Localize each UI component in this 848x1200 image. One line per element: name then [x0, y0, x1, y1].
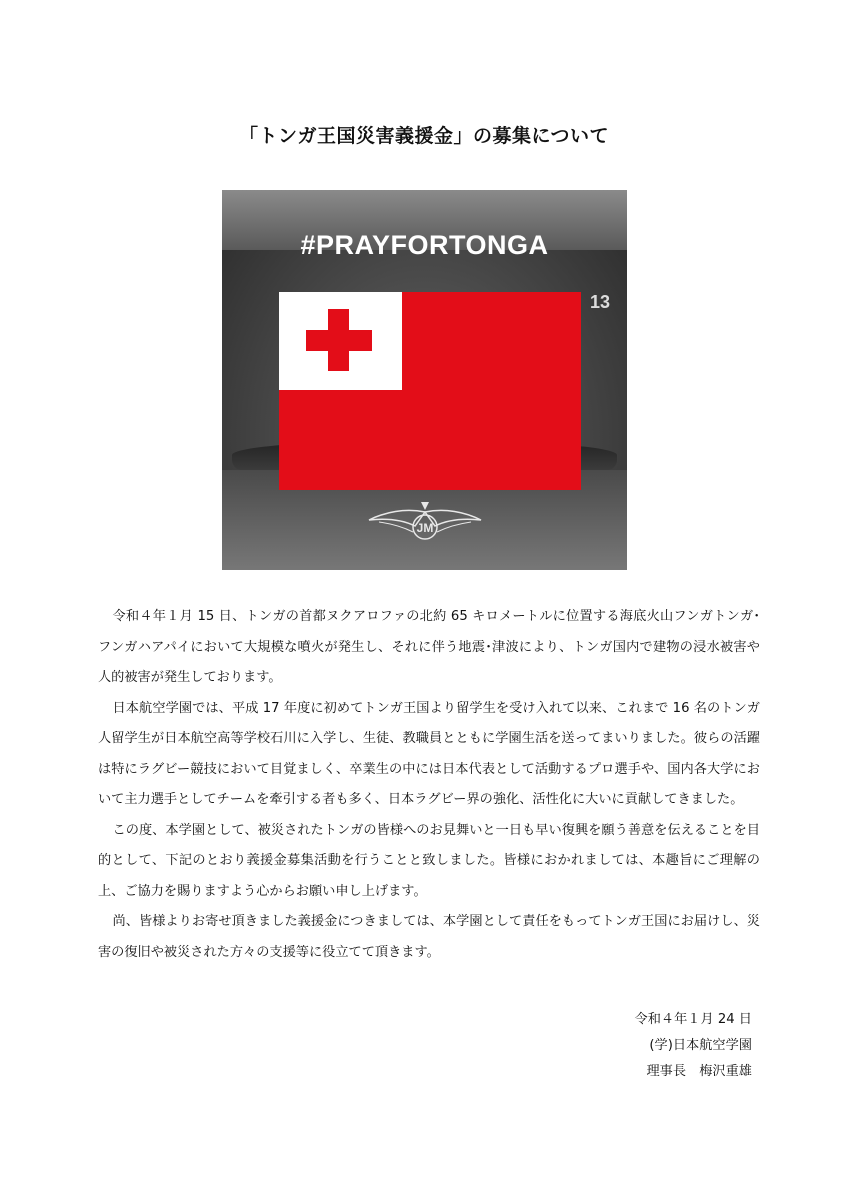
signature-organization: (学)日本航空学園: [649, 1038, 752, 1053]
paragraph-2: 日本航空学園では、平成 17 年度に初めてトンガ王国より留学生を受け入れて以来、これまで 16 名のトンガ人留学生が日本航空高等学校石川に入学し、生徒、教職員とともに学園生活を送ってまいりました。彼らの活躍は特にラグビー競技において目覚ましく、卒業生の中には日本代表として活動するプロ選手や、国内各大学において主力選手としてチームを牽引する者も多く、日本ラグビー界の強化、活性化に大いに貢献してきました。: [98, 700, 760, 807]
flag-canton: [279, 292, 402, 390]
signature-person: 理事長 梅沢重雄: [646, 1064, 752, 1079]
cross-icon-bar: [306, 330, 372, 351]
hashtag-text: #PRAYFORTONGA: [300, 230, 549, 260]
emblem-text: JM: [416, 521, 434, 535]
body-text: [98, 602, 760, 968]
paragraph-1: 令和４年１月 15 日、トンガの首都ヌクアロファの北約 65 キロメートルに位置する海底火山フンガトンガ･フンガハアパイにおいて大規模な噴火が発生し、それに伴う地震･津波により、トンガ国内で建物の浸水被害や人的被害が発生しております。: [98, 609, 760, 685]
jersey-number: 13: [590, 292, 611, 312]
signature-block: [635, 1007, 752, 1085]
pray-for-tonga-image: [222, 190, 627, 570]
tonga-flag: [279, 292, 581, 490]
signature-date: 令和４年１月 24 日: [634, 1012, 752, 1027]
paragraph-3: この度、本学園として、被災されたトンガの皆様へのお見舞いと一日も早い復興を願う善意を伝えることを目的として、下記のとおり義援金募集活動を行うことと致しました。皆様におかれましては、本趣旨にご理解の上、ご協力を賜りますよう心からお願い申し上げます。: [98, 822, 760, 899]
school-emblem-icon: [365, 498, 485, 542]
paragraph-4: 尚、皆様よりお寄せ頂きました義援金につきましては、本学園として責任をもってトンガ王国にお届けし、災害の復旧や被災された方々の支援等に役立てて頂きます。: [98, 914, 760, 960]
page-title: 「トンガ王国災害義援金」の募集について: [238, 125, 610, 147]
